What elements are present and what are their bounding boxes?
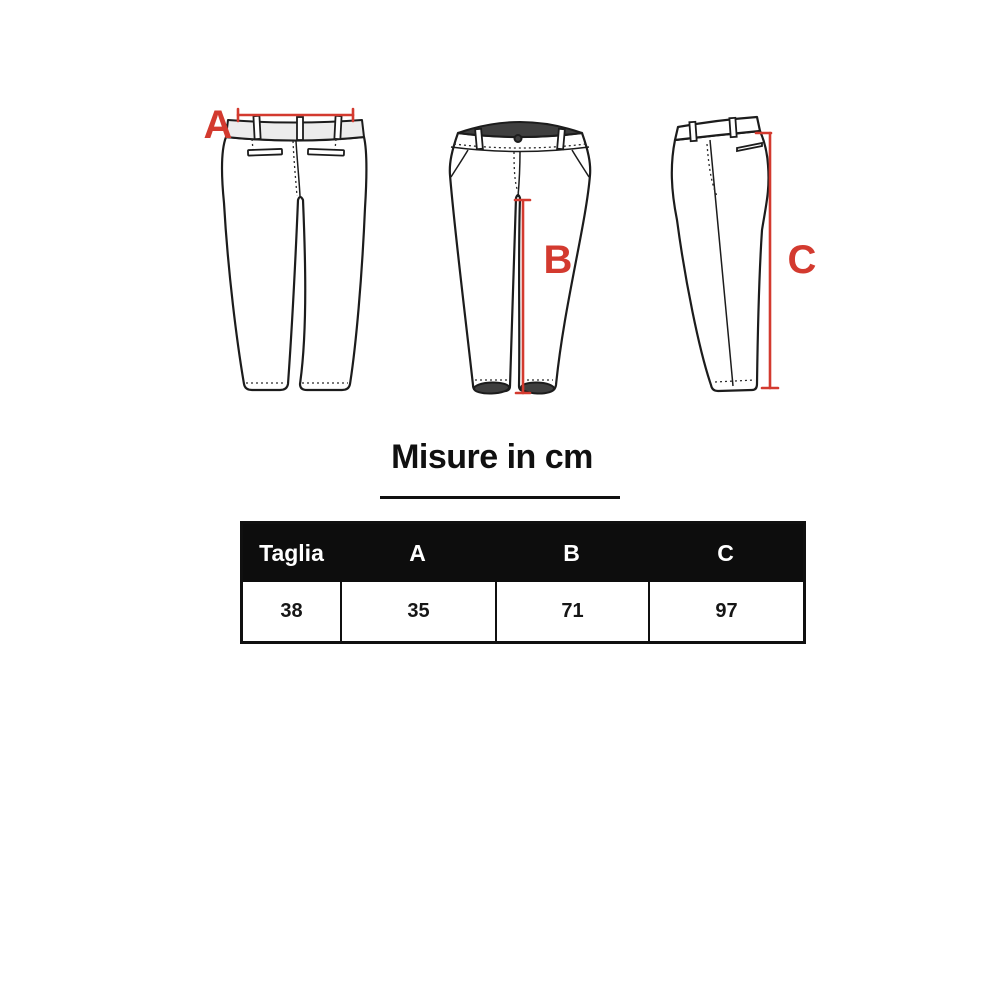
- pants-front-view-figure: [440, 105, 600, 405]
- measure-label-b: B: [543, 238, 573, 282]
- waist-button: [515, 135, 522, 142]
- pants-back-waistband: [226, 120, 364, 141]
- size-table-header-c: C: [648, 524, 803, 582]
- size-table-header-b: B: [495, 524, 648, 582]
- size-table-cell-a: 35: [340, 582, 495, 641]
- pants-back-view-figure: [186, 88, 386, 418]
- pants-side-view-figure: [665, 110, 825, 405]
- title-underline: [380, 496, 620, 499]
- measure-label-a: A: [203, 103, 233, 147]
- size-table-cell-b: 71: [495, 582, 648, 641]
- size-table-header-a: A: [340, 524, 495, 582]
- size-table-header-taglia: Taglia: [243, 524, 340, 582]
- size-table-cell-c: 97: [648, 582, 803, 641]
- size-table-cell-taglia: 38: [243, 582, 340, 641]
- measure-label-c: C: [787, 238, 817, 282]
- pants-side-body: [672, 131, 769, 391]
- size-table: [240, 521, 806, 644]
- section-title: Misure in cm: [391, 438, 593, 476]
- hem-openings: [474, 382, 554, 394]
- pants-back-body: [222, 137, 366, 390]
